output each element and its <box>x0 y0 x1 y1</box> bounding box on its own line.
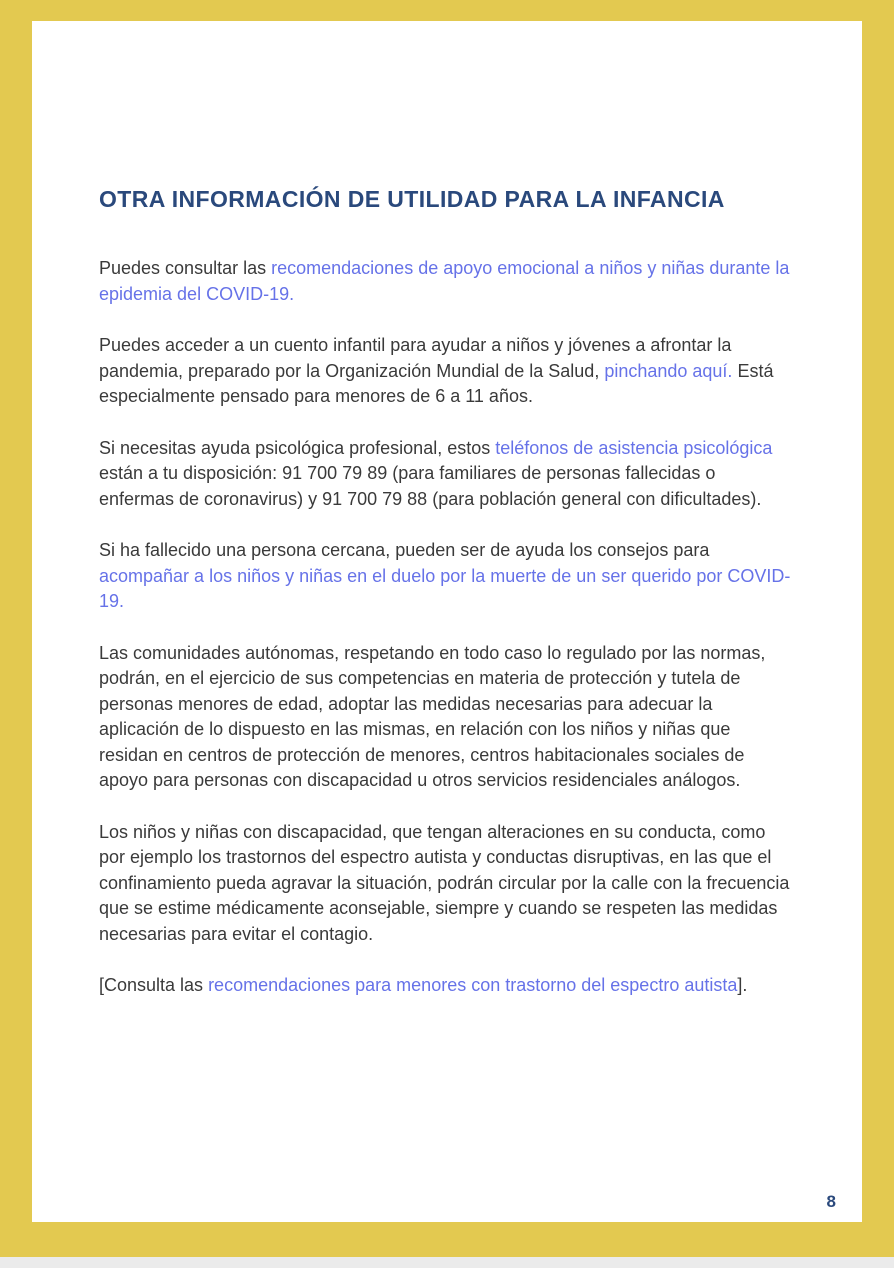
paragraph-comunidades-autonomas <box>99 641 793 794</box>
paragraph-text: Los niños y niñas con discapacidad, que tengan alteraciones en su conducta, como por ejemplo los trastornos del espectro autista y conductas disruptivas, en las que el confinamiento pueda agravar la situación, podrán circular por la calle con la frecuencia que se estime médicamente aconsejable, siempre y cuando se respeten las medidas necesarias para evitar el contagio. <box>99 821 790 944</box>
paragraph-text: [Consulta las <box>99 975 209 996</box>
page-number: 8 <box>826 1192 836 1211</box>
paragraph-ayuda-psicologica <box>99 436 793 513</box>
link-telefonos-asistencia-psicologica[interactable]: teléfonos de asistencia psicológica <box>495 437 773 458</box>
paragraph-text: están a tu disposición: 91 700 79 89 (para familiares de personas fallecidas o enfermas de coronavirus) y 91 700 79 88 (para población general con dificultades). <box>99 463 762 509</box>
body-text <box>99 256 793 999</box>
paragraph-discapacidad <box>99 820 793 948</box>
paragraph-text: Las comunidades autónomas, respetando en todo caso lo regulado por las normas, podrán, en el ejercicio de sus competencias en materia de protección y tutela de personas menores de edad, adoptar las medidas necesarias para adecuar la aplicación de lo dispuesto en las mismas, en relación con los niños y niñas que residan en centros de protección de menores, centros habitacionales sociales de apoyo para personas con discapacidad u otros servicios residenciales análogos. <box>99 642 766 791</box>
page-content-area <box>32 21 862 1222</box>
link-pinchando-aqui[interactable]: pinchando aquí. <box>604 360 733 381</box>
paragraph-text: Si ha fallecido una persona cercana, pueden ser de ayuda los consejos para <box>99 540 710 561</box>
paragraph-cuento-infantil <box>99 333 793 410</box>
paragraph-apoyo-emocional <box>99 256 793 307</box>
viewer-page-gap <box>0 1257 894 1268</box>
paragraph-text: Si necesitas ayuda psicológica profesional, estos <box>99 437 496 458</box>
paragraph-consulta-autista <box>99 973 793 999</box>
link-acompanar-duelo-covid[interactable]: acompañar a los niños y niñas en el duelo por la muerte de un ser querido por COVID-19. <box>99 565 791 612</box>
paragraph-text: Está especialmente pensado para menores de 6 a 11 años. <box>99 360 774 407</box>
paragraph-text: Puedes consultar las <box>99 258 272 279</box>
link-recomendaciones-apoyo-emocional[interactable]: recomendaciones de apoyo emocional a niños y niñas durante la epidemia del COVID-19. <box>99 258 790 304</box>
page-title: OTRA INFORMACIÓN DE UTILIDAD PARA LA INFANCIA <box>99 186 725 212</box>
paragraph-text: Puedes acceder a un cuento infantil para ayudar a niños y jóvenes a afrontar la pandemia, preparado por la Organización Mundial de la Salud, <box>99 335 732 381</box>
link-recomendaciones-espectro-autista[interactable]: recomendaciones para menores con trastorno del espectro autista <box>208 975 738 996</box>
paragraph-duelo <box>99 538 793 615</box>
paragraph-text: ]. <box>737 975 748 996</box>
